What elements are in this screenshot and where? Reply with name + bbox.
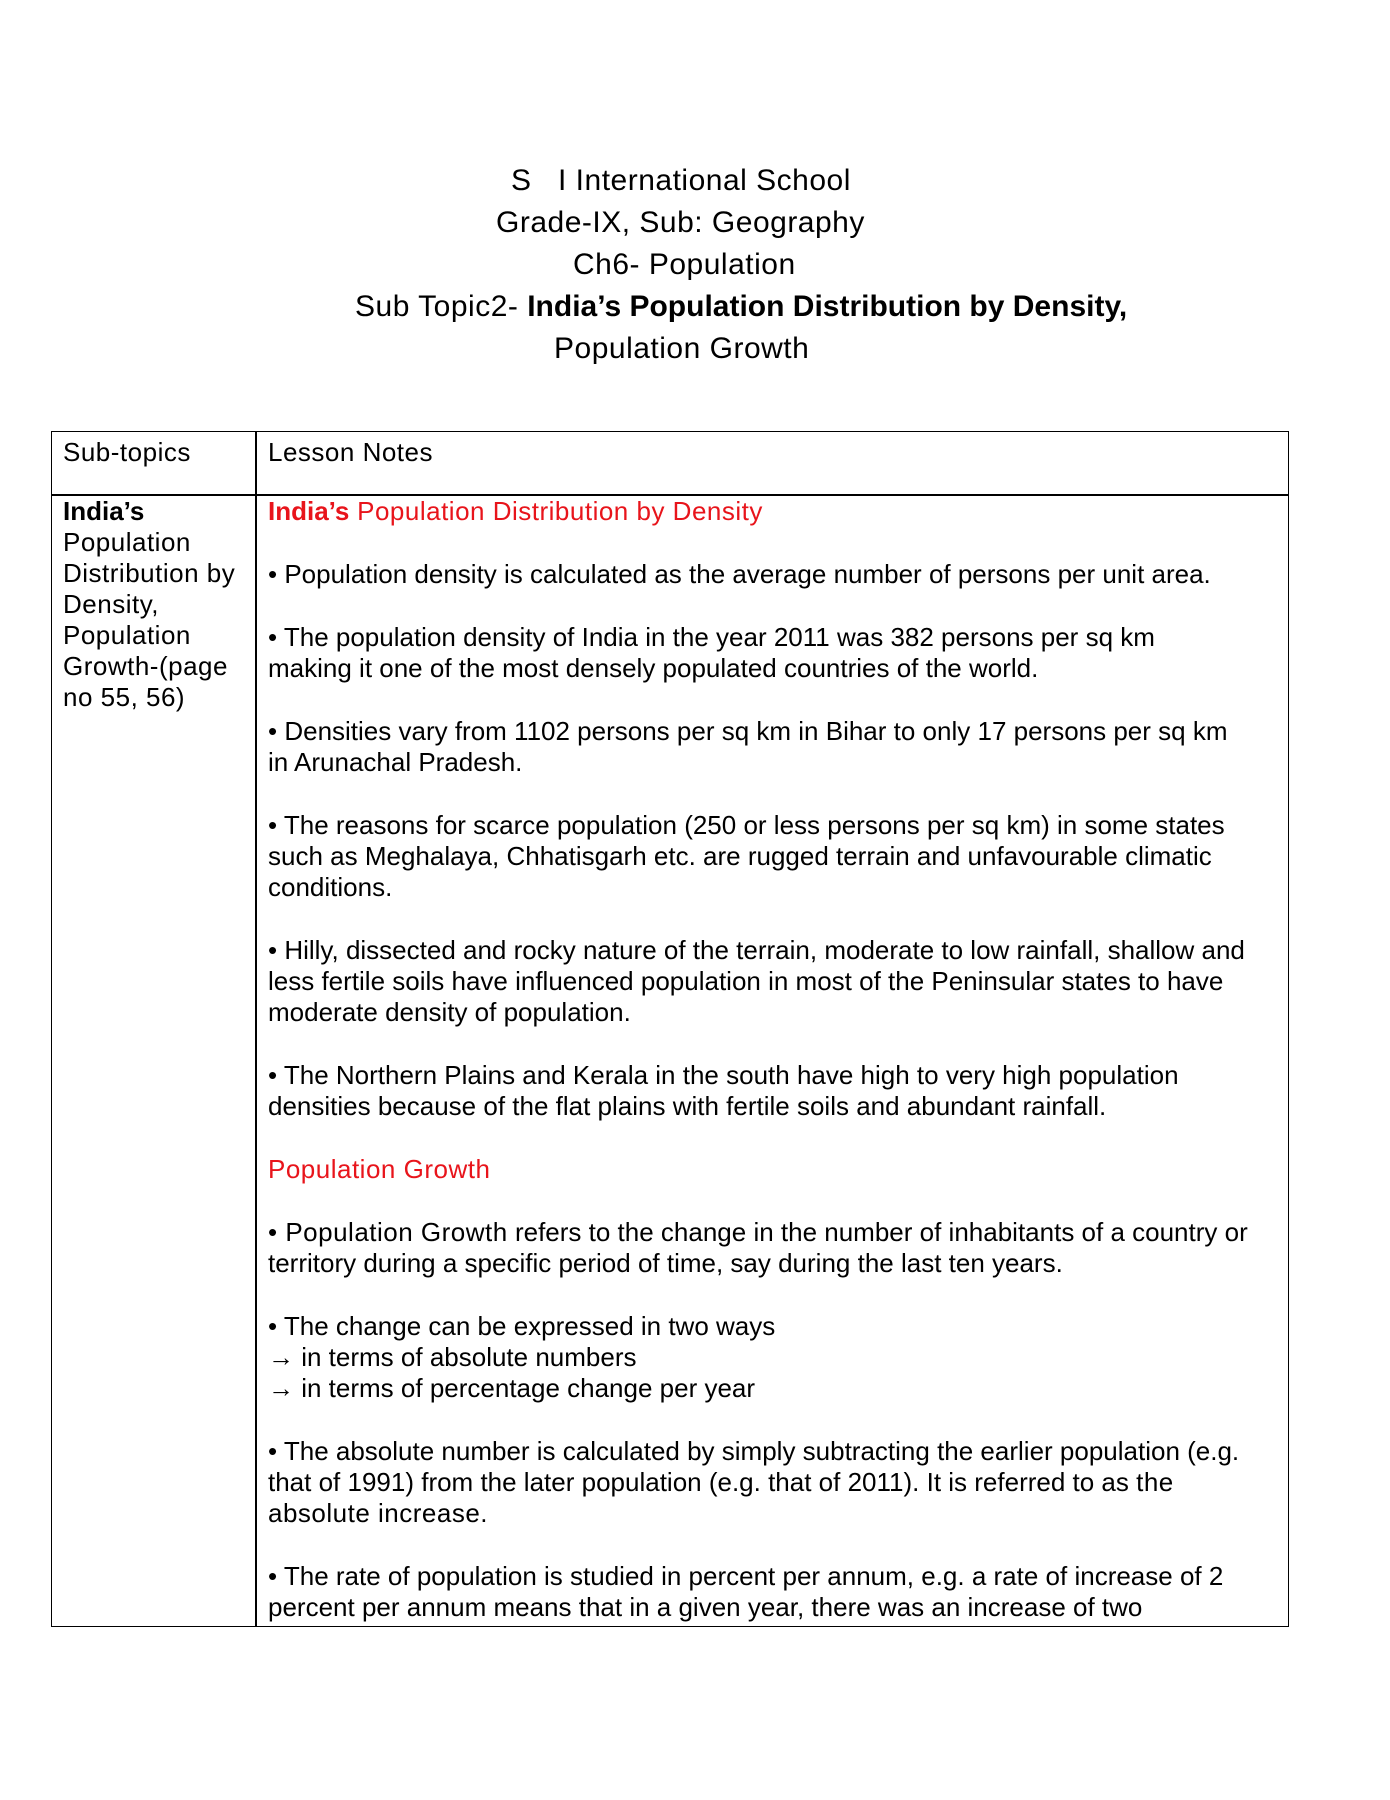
subtopic-cell-text: Population Distribution by Density, Population Growth-(page no 55, 56) <box>63 527 236 712</box>
note-paragraph: • The rate of population is studied in percent per annum, e.g. a rate of increase of 2 percent per annum means that in a given year, there was an increase of two <box>268 1561 1224 1622</box>
note-rest: refers to the change in the number of inhabitants of a country or territory during a specific period of time, say during the last ten years. <box>268 1217 1255 1278</box>
note-end: the absolute increase. <box>268 1467 1174 1528</box>
note-paragraph: • Densities vary from 1102 persons per sq km in Bihar to only 17 persons per sq km in Arunachal Pradesh. <box>268 716 1228 777</box>
column-divider <box>255 432 257 1626</box>
note-paragraph <box>268 1311 1280 1404</box>
note-line: • The change can be expressed in two ways <box>268 1311 776 1341</box>
subtopic-cell-bold: India’s <box>63 496 145 526</box>
subtopic-title-line2: Population Growth <box>554 332 810 365</box>
note-paragraph <box>268 1217 1280 1279</box>
grade-subject: Grade-IX, Sub: Geography <box>496 206 865 239</box>
note-paragraph <box>268 1436 1280 1529</box>
note-line: → in terms of absolute numbers <box>268 1342 637 1372</box>
note-paragraph: • The population density of India in the year 2011 was 382 persons per sq km making it one of the most densely populated countries of the world. <box>268 622 1155 683</box>
column-header-subtopics: Sub-topics <box>63 437 191 467</box>
chapter-title: Ch6- Population <box>573 248 796 281</box>
school-name: S I International School <box>511 164 851 197</box>
note-paragraph: • The reasons for scarce population (250 or less persons per sq km) in some states such as Meghalaya, Chhatisgarh etc. are rugged terrain and unfavourable climatic conditions. <box>268 810 1225 902</box>
section-heading-density-bold: India’s <box>268 496 350 526</box>
note-line: → in terms of percentage change per year <box>268 1373 756 1403</box>
section-heading-growth: Population Growth <box>268 1154 491 1184</box>
subtopic-cell <box>63 496 253 713</box>
lesson-notes-cell <box>268 496 1280 1655</box>
subtopic-prefix: Sub Topic2- <box>355 290 528 323</box>
subtopic-title <box>355 286 1127 328</box>
column-header-lesson-notes: Lesson Notes <box>268 437 433 467</box>
note-lead: • Population Growth <box>268 1217 508 1247</box>
note-paragraph: • Population density is calculated as the average number of persons per unit area. <box>268 559 1211 589</box>
lesson-table <box>51 431 1289 1627</box>
subtopic-bold: India’s Population Distribution by Density, <box>527 290 1128 323</box>
section-heading-density <box>268 496 1280 527</box>
note-main: • The absolute number is calculated by simply subtracting the earlier population (e.g. that of 1991) from the later population (e.g. that of 2011). It is referred to as <box>268 1436 1247 1497</box>
section-heading-density-rest: Population Distribution by Density <box>349 496 763 526</box>
note-paragraph: • Hilly, dissected and rocky nature of the terrain, moderate to low rainfall, shallow and less fertile soils have influenced population in most of the Peninsular states to have moderate density of population. <box>268 935 1245 1027</box>
note-paragraph: • The Northern Plains and Kerala in the south have high to very high population densities because of the flat plains with fertile soils and abundant rainfall. <box>268 1060 1179 1121</box>
